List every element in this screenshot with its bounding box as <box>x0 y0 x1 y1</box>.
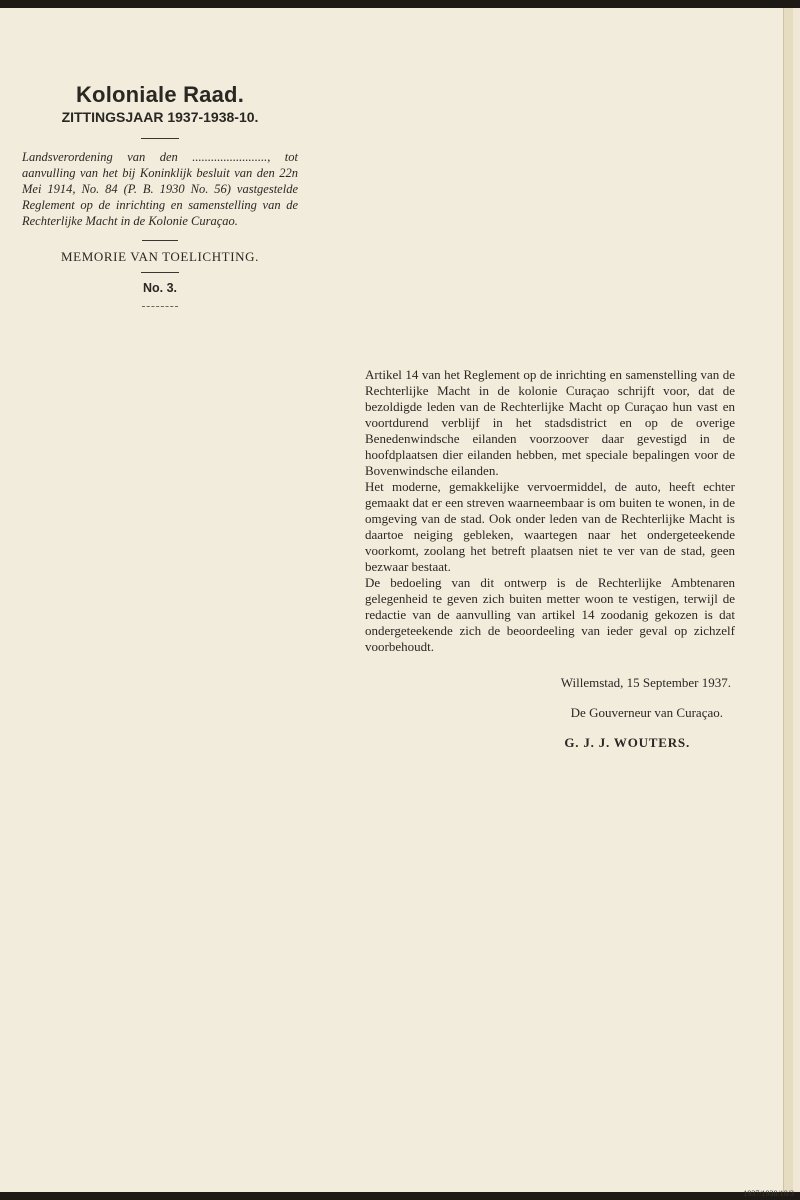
document-page <box>0 8 783 1192</box>
paragraph: Het moderne, gemakkelijke vervoermiddel, de auto, heeft echter gemaakt dat er een streven waarneembaar is om buiten te wonen, in de omgeving van de stad. Ook onder leden van de Rechterlijke Macht is daartoe neiging gebleken, waartegen naar het ondergeteekende voorkomt, zoolang het betreft plaatsen niet te ver van de stad, geen bezwaar bestaat. <box>365 479 735 574</box>
ordinance-divider <box>142 240 178 241</box>
memorie-divider <box>141 272 179 273</box>
header-divider <box>141 138 179 139</box>
paragraph: De bedoeling van dit ontwerp is de Rechterlijke Ambtenaren gelegenheid te geven zich buiten metter woon te vestigen, terwijl de redactie van de aanvulling van artikel 14 zoodanig gekozen is dat ondergeteekende zich de beoordeeling van ieder geval op zichzelf voorbehoudt. <box>365 575 735 654</box>
ordinance-title: Landsverordening van den ........................, tot aanvulling van het bij Koninklijk besluit van den 22n Mei 1914, No. 84 (P. B. 1930 No. 56) vastgestelde Reglement op de inrichting en samenstelling van de Rechterlijke Macht in de Kolonie Curaçao. <box>22 150 298 228</box>
document-number: No. 3. <box>142 281 178 295</box>
archive-reference: 1937/1938/10/3 <box>743 1189 794 1198</box>
explanatory-text <box>365 367 735 751</box>
signatory-role: De Gouverneur van Curaçao. <box>570 705 723 720</box>
council-title: Koloniale Raad. <box>75 82 245 107</box>
page-strip <box>793 8 800 1192</box>
document-header <box>20 82 300 307</box>
memorie-heading: MEMORIE VAN TOELICHTING. <box>61 249 259 264</box>
signatory-name: G. J. J. WOUTERS. <box>564 735 690 750</box>
paragraph: Artikel 14 van het Reglement op de inrichting en samenstelling van de Rechterlijke Macht in de kolonie Curaçao schrijft voor, dat de bezoldigde leden van de Rechterlijke Macht op Curaçao hun vast en voortdurend verblijf in het stadsdistrict en op de overige Benedenwindsche eilanden voorzoover daar gevestigd in de hoofdplaatsen dier eilanden hebben, met speciale bepalingen voor de Bovenwindsche eilanden. <box>365 367 735 478</box>
session-year: ZITTINGSJAAR 1937-1938-10. <box>61 109 259 125</box>
place-date: Willemstad, 15 September 1937. <box>560 675 731 690</box>
number-divider <box>142 306 178 307</box>
